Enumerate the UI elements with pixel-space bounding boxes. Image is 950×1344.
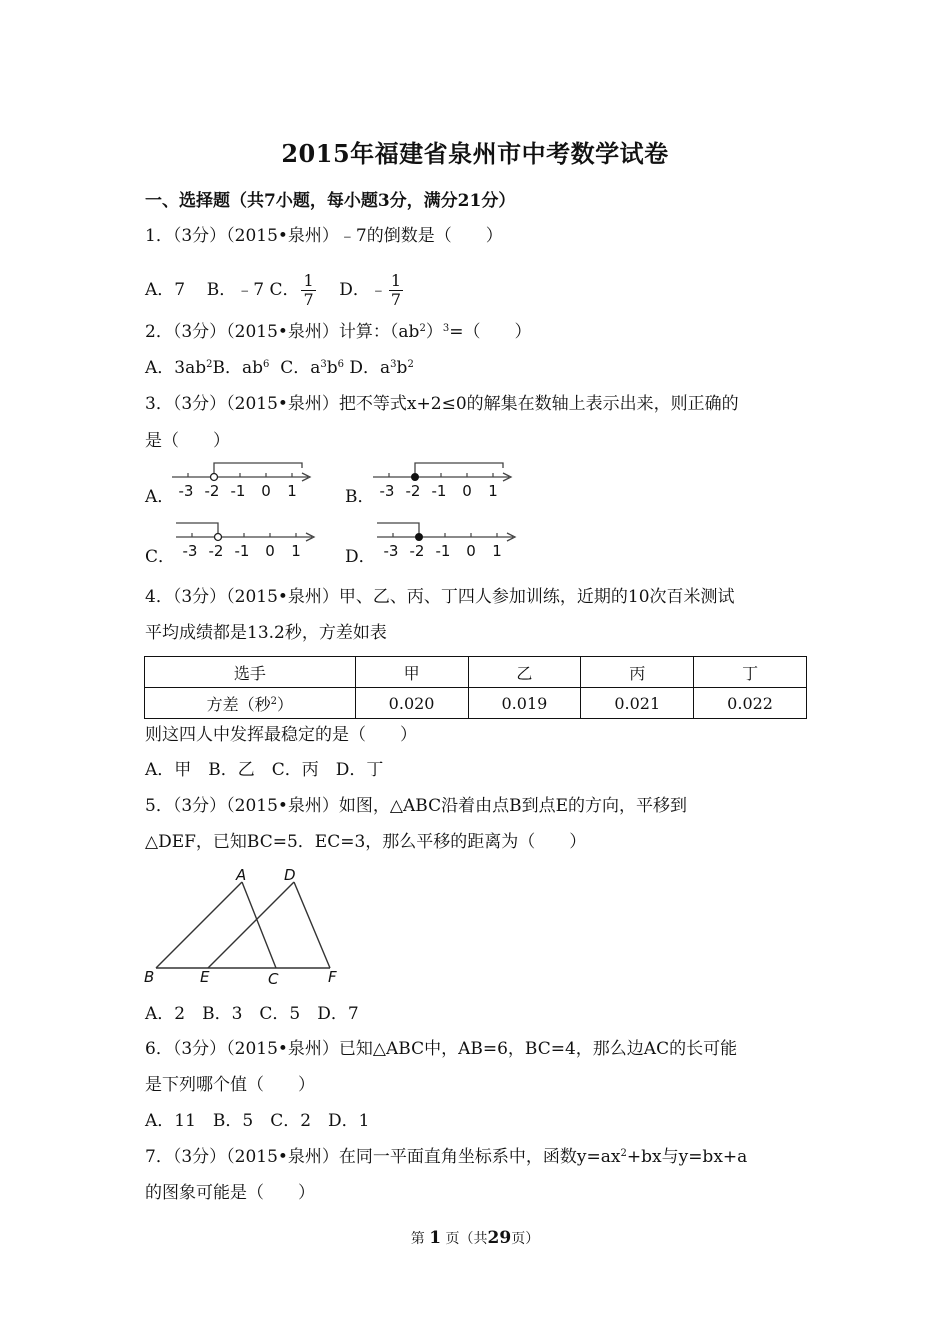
q3-c-tick-0: 0	[265, 542, 275, 560]
q3-d-tick-neg1: -1	[435, 542, 451, 560]
q3-d-tick-1: 1	[492, 542, 502, 560]
point-d-label: D	[284, 866, 296, 884]
q6-options: A．11 B．5 C．2 D．1	[145, 1111, 370, 1131]
q4-options: A．甲 B．乙 C．丙 D．丁	[145, 760, 384, 780]
q3-b-tick-0: 0	[462, 482, 472, 500]
q3-number-line-c	[172, 518, 322, 562]
section-heading: 一、选择题（共7小题，每小题3分，满分21分）	[145, 191, 516, 211]
q3-a-tick-neg2: -2	[204, 482, 220, 500]
q3-b-tick-neg2: -2	[405, 482, 421, 500]
table-cell: 0.019	[468, 688, 581, 719]
table-header-cell: 甲	[355, 657, 468, 688]
page-total: 29	[487, 1228, 512, 1248]
q6-stem-line2: 是下列哪个值（ ）	[145, 1075, 315, 1095]
q1-c-fraction: $\frac{1}{7}$	[303, 271, 314, 309]
q3-label-d: D．	[345, 547, 376, 567]
q7-stem-line2: 的图象可能是（ ）	[145, 1183, 315, 1203]
variance-table	[144, 656, 807, 719]
q7-stem-line1: 7．（3分）（2015•泉州）在同一平面直角坐标系中，函数$y=ax^2+bx$与y=bx+a	[145, 1147, 748, 1167]
q4-stem-line2: 平均成绩都是13.2秒，方差如表	[145, 623, 387, 643]
q1-stem: 1．（3分）（2015•泉州）﹣7的倒数是（ ）	[145, 226, 503, 246]
table-header-cell: 乙	[468, 657, 581, 688]
q3-a-tick-0: 0	[261, 482, 271, 500]
q3-number-line-b	[373, 458, 518, 502]
page-footer: 第 1 页（共29页）	[410, 1228, 540, 1248]
q5-stem-line1: 5．（3分）（2015•泉州）如图，△ABC沿着由点B到点E的方向，平移到	[145, 796, 687, 816]
point-c-label: C	[268, 970, 279, 988]
q2-option-b: B．$ab^6$	[212, 358, 270, 378]
q3-label-b: B．	[345, 487, 375, 507]
q3-c-tick-neg3: -3	[182, 542, 198, 560]
table-row	[145, 688, 807, 719]
q3-label-c: C．	[145, 547, 176, 567]
q2-options	[145, 356, 414, 380]
q3-a-tick-neg1: -1	[230, 482, 246, 500]
q5-triangle-figure	[140, 862, 350, 990]
table-header-cell: 选手	[145, 657, 356, 688]
q3-stem-line1: 3．（3分）（2015•泉州）把不等式x+2≤0的解集在数轴上表示出来，则正确的	[145, 394, 739, 414]
page-title: 2015年福建省泉州市中考数学试卷	[281, 139, 669, 168]
q3-a-tick-1: 1	[287, 482, 297, 500]
q3-b-tick-neg3: -3	[379, 482, 395, 500]
q2-option-c: C．$a^3b^6$	[280, 358, 344, 378]
point-a-label: A	[236, 866, 247, 884]
q4-question: 则这四人中发挥最稳定的是（ ）	[145, 725, 417, 745]
q1-option-d: D．﹣ $\frac{1}{7}$	[339, 271, 402, 309]
q3-c-tick-neg1: -1	[234, 542, 250, 560]
q3-number-line-a	[172, 458, 317, 502]
q1-d-fraction: $\frac{1}{7}$	[390, 271, 402, 309]
q1-option-a: A．7	[145, 280, 186, 300]
page-number: 1	[429, 1228, 442, 1248]
q1-option-c: C． $\frac{1}{7}$	[269, 271, 314, 309]
q3-d-tick-0: 0	[466, 542, 476, 560]
table-header-cell: 丙	[581, 657, 694, 688]
q3-b-tick-1: 1	[488, 482, 498, 500]
q2-option-d: D．$a^3b^2$	[349, 358, 414, 378]
q3-label-a: A．	[145, 487, 175, 507]
q5-stem-line2: △DEF，已知BC=5．EC=3，那么平移的距离为（ ）	[145, 832, 587, 852]
table-header-row	[145, 657, 807, 688]
point-e-label: E	[200, 968, 210, 986]
q3-c-tick-neg2: -2	[208, 542, 224, 560]
table-cell: 0.022	[694, 688, 807, 719]
q1-options	[145, 272, 405, 309]
point-b-label: B	[144, 968, 155, 986]
q2-option-a: A．$3ab^2$	[145, 358, 213, 378]
point-f-label: F	[328, 968, 337, 986]
q3-c-tick-1: 1	[291, 542, 301, 560]
table-cell: 0.021	[581, 688, 694, 719]
table-row-label: 方差（秒$^2$）	[145, 688, 356, 719]
q3-d-tick-neg2: -2	[409, 542, 425, 560]
q5-options: A．2 B．3 C．5 D．7	[145, 1004, 359, 1024]
q1-option-b: B．﹣7	[206, 280, 265, 300]
table-header-cell: 丁	[694, 657, 807, 688]
table-cell: 0.020	[355, 688, 468, 719]
q3-a-tick-neg3: -3	[178, 482, 194, 500]
q3-number-line-d	[373, 518, 523, 562]
q3-b-tick-neg1: -1	[431, 482, 447, 500]
q3-d-tick-neg3: -3	[383, 542, 399, 560]
q3-stem-line2: 是（ ）	[145, 431, 230, 451]
q4-stem-line1: 4．（3分）（2015•泉州）甲、乙、丙、丁四人参加训练，近期的10次百米测试	[145, 587, 735, 607]
q6-stem-line1: 6．（3分）（2015•泉州）已知△ABC中，AB=6，BC=4，那么边AC的长可能	[145, 1039, 738, 1059]
q2-stem: 2．（3分）（2015•泉州）计算：$(ab^2)^3=$（ ）	[145, 322, 532, 342]
